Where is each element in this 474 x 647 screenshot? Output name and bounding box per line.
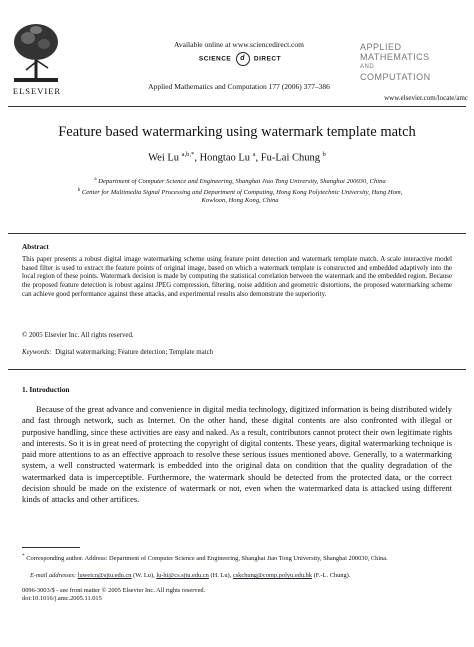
keywords (22, 349, 213, 356)
author-name: Wei Lu (148, 152, 180, 164)
header-divider (8, 106, 466, 107)
affiliation-b-cont (30, 196, 450, 206)
footnote-text: Corresponding author. Address: Department of Computer Science and Engineering, Shanghai Jiao Tong University, Shanghai 200030, China. (26, 555, 388, 563)
affiliation-text: Center for Multimedia Signal Processing and Department of Computing, Hong Kong Polytechnic University, Hung Hom, (81, 189, 403, 197)
author-list: Wei Lu $^{a,b,*}$, Hongtao Lu $^a$, Fu-Lai Chung $^b$ (148, 151, 326, 164)
journal-logo-and: AND (360, 64, 375, 70)
issn-block (22, 587, 205, 604)
author-affil-sup: a,b,* (181, 151, 195, 158)
journal-url-link[interactable]: www.elsevier.com/locate/amc (384, 94, 468, 102)
journal-logo-line-1: APPLIED (360, 42, 402, 52)
journal-logo (360, 42, 460, 88)
keywords-label: Keywords: (22, 349, 52, 356)
abstract-top-divider (8, 233, 466, 234)
sciencedirect-logo (160, 52, 320, 66)
abstract-body: This paper presents a robust digital image watermarking scheme using feature point detection and watermark template match. A scale interactive model based filter is used to extract the feature points of original image, based on which a watermark template is constructed and embedded adaptively into the local region of these points. Watermark decision is made by computing the statistical correlation between the watermark and the embedded region. Because the proposed feature detection is robust against JPEG compression, filtering, noise addition and geometric distortions, the proposed watermarking scheme can achieve good performance against these attacks, and experimental results also demonstrate the superiority. (22, 256, 452, 298)
affiliation-sup: a (94, 177, 97, 182)
author-affil-sup: b (322, 151, 326, 158)
footnote-marker: * (22, 553, 25, 559)
keywords-list: Digital watermarking; Feature detection; Template match (55, 349, 214, 356)
journal-logo-line-3: COMPUTATION (360, 72, 431, 82)
sciencedirect-circle-icon: d (236, 52, 250, 66)
issn-text: 0096-3003/$ - see front matter © 2005 Elsevier Inc. All rights reserved. (22, 587, 206, 594)
intro-paragraph: Because of the great advance and convenience in digital media technology, digitized information is being distributed widely and fast through network, such as Internet. On the other hand, these digital contents are also confronted with illegal or purposive handling, since these activities are easy and naked. As a result, contributors cannot protect their own legitimate rights and interests. So it is in great need of protecting the copyright of digital contents. These years, digital watermarking technique is paid more attentions to as an effective approach to resolve these serious issues mentioned above. Generally, to a watermarking system, a well constructed watermark is embedded into the original data on condition that the quality degradation of the watermarked data is imperceptible. Furthermore, the watermark should be detected from the protected data, or the correct decision should be made on the existence of watermark or not, even when the watermarked data is attacked using different kinds of attacks and other artifices. (22, 405, 452, 505)
email-owner: (F.-L. Chung). (312, 572, 351, 579)
email-link[interactable]: luweicn@sjtu.edu.cn (77, 572, 132, 579)
doi-link[interactable]: doi:10.1016/j.amc.2005.11.015 (22, 595, 102, 603)
abstract-copyright: © 2005 Elsevier Inc. All rights reserved. (22, 332, 134, 339)
email-owner: (W. Lu), (131, 572, 157, 579)
author-affil-sup: a (252, 151, 256, 158)
author-name: Hongtao Lu (199, 152, 251, 164)
email-owner: (H. Lu), (208, 572, 233, 579)
sciencedirect-right-text: DIRECT (253, 55, 282, 63)
section-heading: 1. Introduction (22, 385, 70, 394)
abstract-heading: Abstract (22, 243, 49, 251)
abstract-bottom-divider (8, 369, 466, 370)
author-name: Fu-Lai Chung (260, 152, 320, 164)
email-link[interactable]: cskchung@comp.polyu.edu.hk (232, 572, 313, 579)
affiliation-sup: b (77, 188, 81, 193)
email-label: E-mail addresses: (30, 572, 77, 579)
corresponding-author-footnote (22, 552, 452, 564)
publisher-name: ELSEVIER (12, 86, 62, 96)
journal-reference: Applied Mathematics and Computation 177 (2006) 377–386 (148, 82, 330, 91)
email-footnote (30, 572, 452, 580)
elsevier-tree-logo (8, 18, 64, 84)
available-online-text: Available online at www.sciencedirect.com (174, 40, 304, 49)
journal-logo-line-2: MATHEMATICS (360, 52, 430, 62)
affiliation-text: Department of Computer Science and Engineering, Shanghai Jiao Tong University, Shanghai 200030, China (98, 178, 386, 186)
paper-title: Feature based watermarking using watermark template match (58, 124, 416, 140)
email-link[interactable]: lu-ht@cs.sjtu.edu.cn (156, 572, 209, 579)
footnote-divider (22, 547, 80, 548)
affiliation-text: Kowloon, Hong Kong, China (201, 197, 279, 204)
sciencedirect-left-text: SCIENCE (198, 55, 232, 63)
